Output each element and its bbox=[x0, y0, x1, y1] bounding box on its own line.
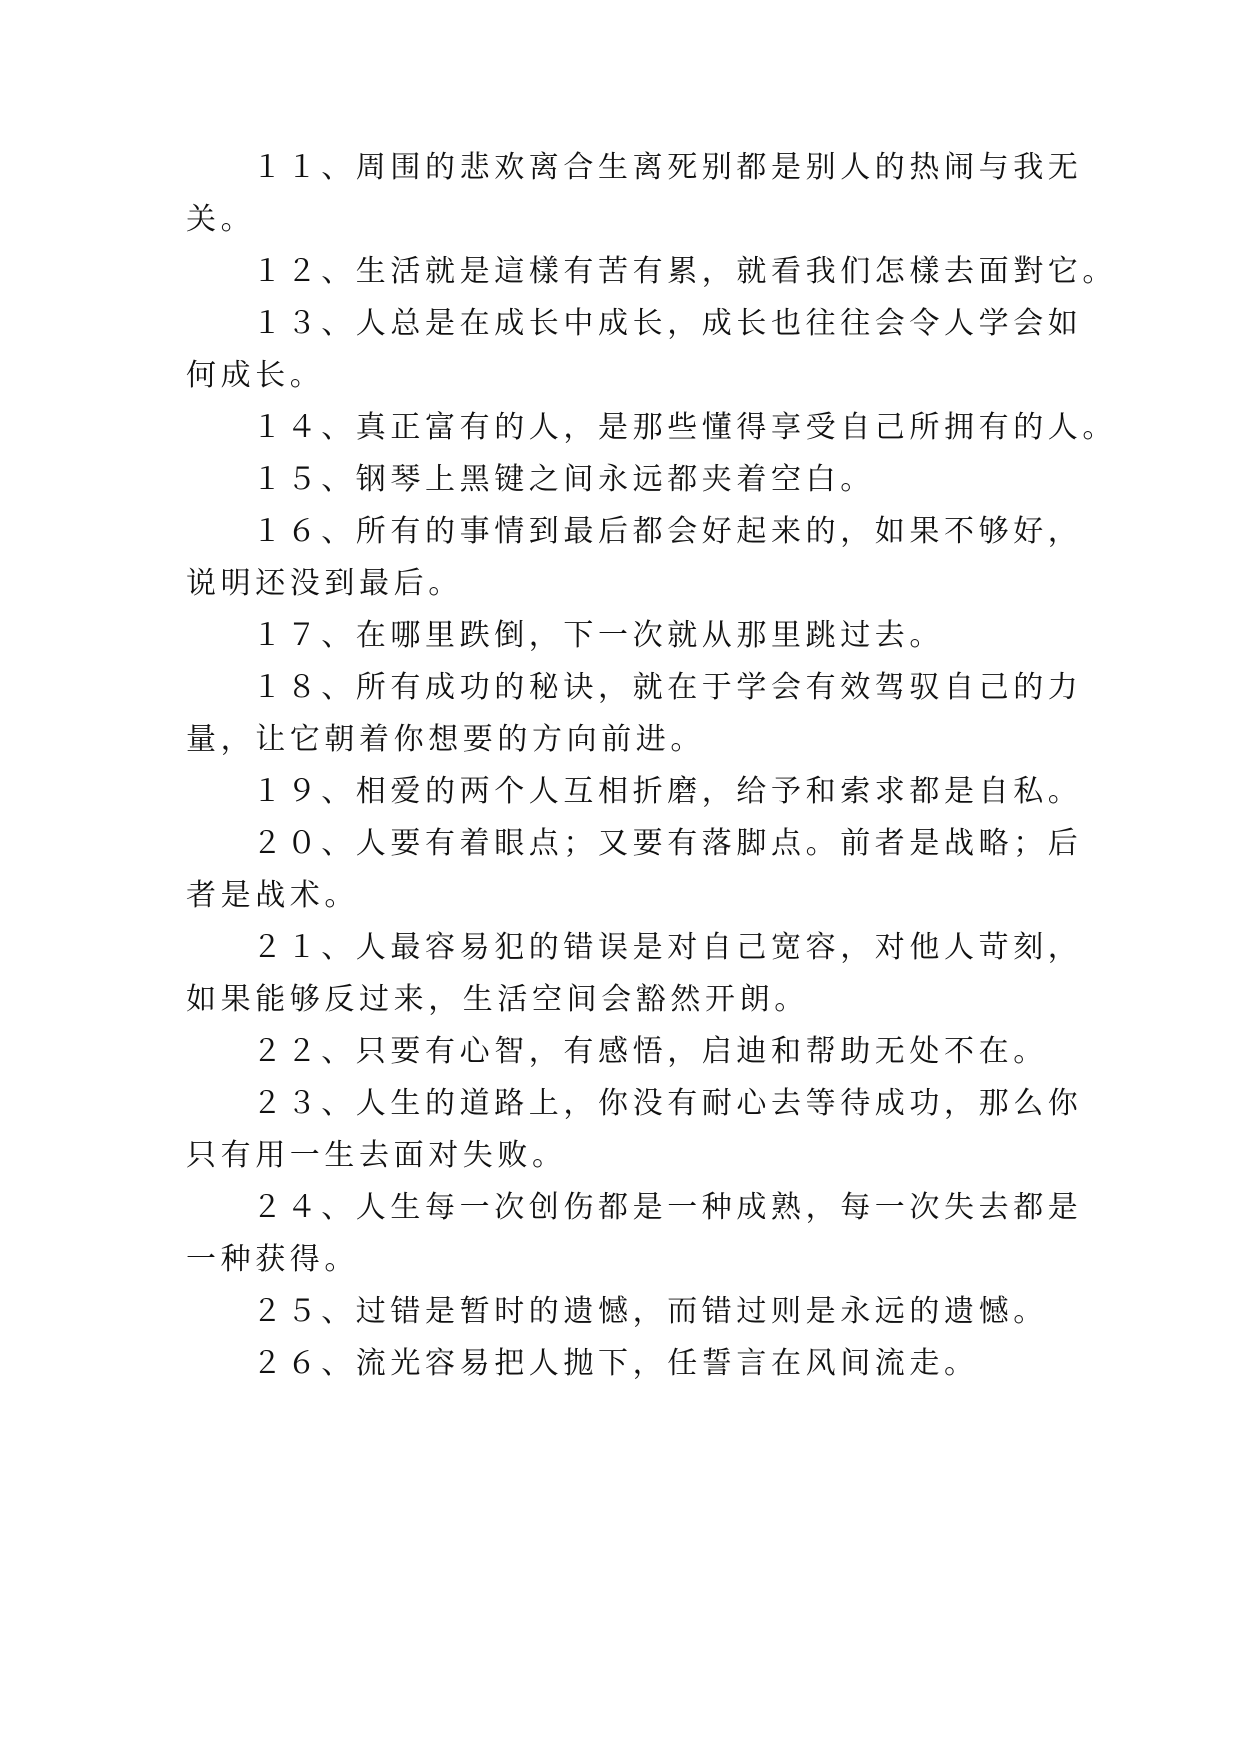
paragraph-13-line-2: 何成长。 bbox=[186, 358, 325, 393]
paragraph-21-line-1: ２１、人最容易犯的错误是对自己宽容，对他人苛刻， bbox=[252, 930, 1083, 965]
paragraph-11-line-2: 关。 bbox=[186, 202, 256, 237]
paragraph-20-line-2: 者是战术。 bbox=[186, 878, 359, 913]
paragraph-13-line-1: １３、人总是在成长中成长，成长也往往会令人学会如 bbox=[252, 306, 1083, 341]
paragraph-12-line-1: １２、生活就是這樣有苦有累，就看我们怎樣去面對它。 bbox=[252, 254, 1117, 289]
paragraph-23-line-2: 只有用一生去面对失败。 bbox=[186, 1138, 567, 1173]
paragraph-16-line-2: 说明还没到最后。 bbox=[186, 566, 463, 601]
paragraph-23-line-1: ２３、人生的道路上，你没有耐心去等待成功，那么你 bbox=[252, 1086, 1083, 1121]
paragraph-24-line-1: ２４、人生每一次创伤都是一种成熟，每一次失去都是 bbox=[252, 1190, 1083, 1225]
paragraph-17-line-1: １７、在哪里跌倒，下一次就从那里跳过去。 bbox=[252, 618, 944, 653]
paragraph-14-line-1: １４、真正富有的人，是那些懂得享受自己所拥有的人。 bbox=[252, 410, 1117, 445]
paragraph-19-line-1: １９、相爱的两个人互相折磨，给予和索求都是自私。 bbox=[252, 774, 1083, 809]
paragraph-22-line-1: ２２、只要有心智，有感悟，启迪和帮助无处不在。 bbox=[252, 1034, 1048, 1069]
paragraph-24-line-2: 一种获得。 bbox=[186, 1242, 359, 1277]
paragraph-18-line-1: １８、所有成功的秘诀，就在于学会有效驾驭自己的力 bbox=[252, 670, 1083, 705]
paragraph-18-line-2: 量，让它朝着你想要的方向前进。 bbox=[186, 722, 705, 757]
paragraph-11-line-1: １１、周围的悲欢离合生离死别都是别人的热闹与我无 bbox=[252, 150, 1083, 185]
paragraph-25-line-1: ２５、过错是暂时的遗憾，而错过则是永远的遗憾。 bbox=[252, 1294, 1048, 1329]
paragraph-16-line-1: １６、所有的事情到最后都会好起来的，如果不够好， bbox=[252, 514, 1083, 549]
paragraph-26-line-1: ２６、流光容易把人抛下，任誓言在风间流走。 bbox=[252, 1346, 979, 1381]
paragraph-20-line-1: ２０、人要有着眼点；又要有落脚点。前者是战略；后 bbox=[252, 826, 1083, 861]
paragraph-15-line-1: １５、钢琴上黑键之间永远都夹着空白。 bbox=[252, 462, 875, 497]
paragraph-21-line-2: 如果能够反过来，生活空间会豁然开朗。 bbox=[186, 982, 809, 1017]
